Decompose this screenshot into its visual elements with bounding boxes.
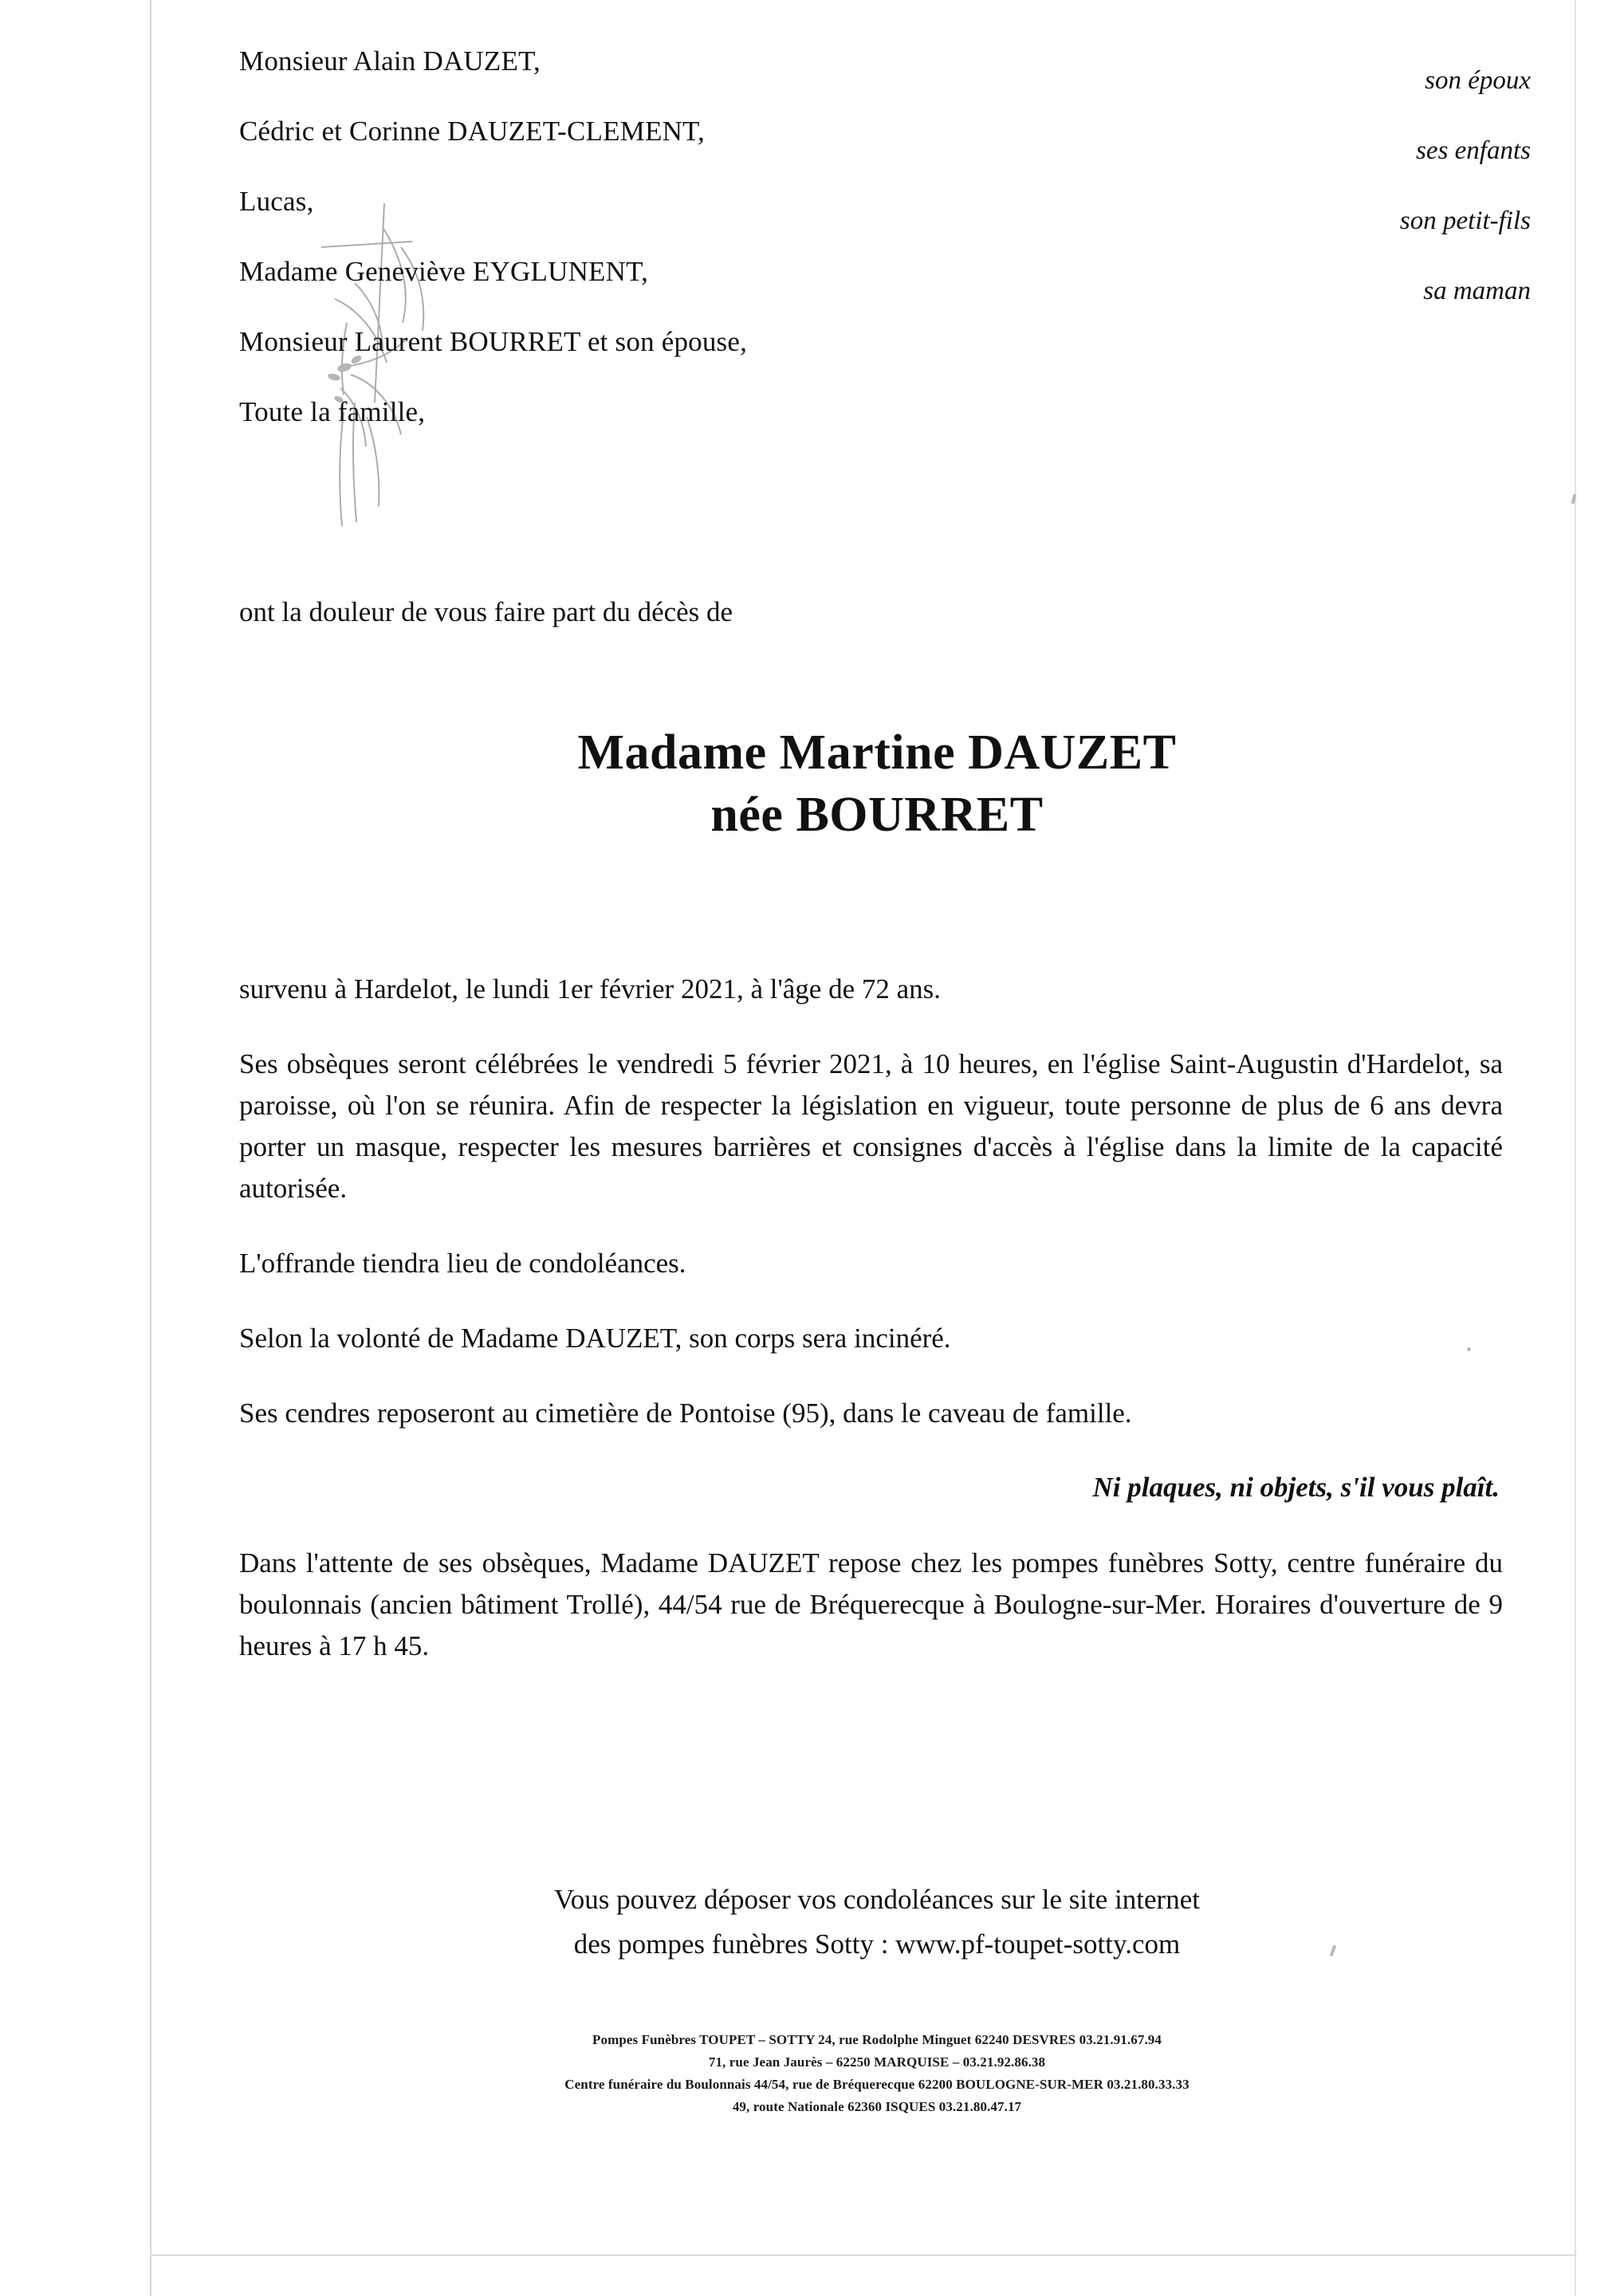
deceased-name bbox=[239, 721, 1515, 846]
announcement-row bbox=[239, 44, 1531, 114]
paragraph-death-details: survenu à Hardelot, le lundi 1er février 2021, à l'âge de 72 ans. bbox=[239, 973, 942, 1005]
family-name: Madame Geneviève EYGLUNENT, bbox=[239, 256, 649, 287]
footer-line: 49, route Nationale 62360 ISQUES 03.21.80.47.17 bbox=[732, 2099, 1022, 2114]
body-text bbox=[239, 969, 1503, 1667]
document-content bbox=[239, 0, 1531, 2296]
family-name: Toute la famille, bbox=[239, 396, 426, 427]
paragraph-ashes: Ses cendres reposeront au cimetière de Pontoise (95), dans le caveau de famille. bbox=[239, 1398, 1132, 1429]
announcement-row bbox=[239, 254, 1531, 324]
emphasis-note: Ni plaques, ni objets, s'il vous plaît. bbox=[1092, 1472, 1500, 1503]
family-name: Cédric et Corinne DAUZET-CLEMENT, bbox=[239, 116, 705, 147]
family-relation: son petit-fils bbox=[1399, 206, 1531, 235]
announcement-row bbox=[239, 114, 1531, 184]
family-relation: son époux bbox=[1425, 66, 1531, 95]
scan-edge-right bbox=[1575, 0, 1576, 2296]
scan-speck bbox=[1467, 1347, 1471, 1351]
family-name: Monsieur Alain DAUZET, bbox=[239, 45, 541, 77]
family-name: Lucas, bbox=[239, 186, 314, 217]
deceased-name-line2: née BOURRET bbox=[710, 788, 1044, 842]
family-announcements bbox=[239, 44, 1531, 465]
announcement-row bbox=[239, 184, 1531, 254]
announcement-row bbox=[239, 395, 1531, 465]
website-notice-line1: Vous pouvez déposer vos condoléances sur le site internet bbox=[554, 1884, 1200, 1915]
website-notice bbox=[239, 1877, 1515, 1967]
paragraph-repose: Dans l'attente de ses obsèques, Madame DAUZET repose chez les pompes funèbres Sotty, centre funéraire du boulonnais (ancien bâtiment Trollé), 44/54 rue de Bréquerecque à Boulogne-sur-Mer. Horaires d'ouverture de 9 heures à 17 h 45. bbox=[239, 1547, 1503, 1661]
family-relation: sa maman bbox=[1423, 277, 1531, 305]
footer-line: Centre funéraire du Boulonnais 44/54, rue de Bréquerecque 62200 BOULOGNE-SUR-MER 03.21.80.33.33 bbox=[564, 2077, 1189, 2092]
family-name: Monsieur Laurent BOURRET et son épouse, bbox=[239, 326, 748, 357]
website-notice-line2: des pompes funèbres Sotty : www.pf-toupet-sotty.com bbox=[573, 1928, 1181, 1960]
footer-line: 71, rue Jean Jaurès – 62250 MARQUISE – 03.21.92.86.38 bbox=[708, 2054, 1046, 2070]
footer-line: Pompes Funèbres TOUPET – SOTTY 24, rue Rodolphe Minguet 62240 DESVRES 03.21.91.67.94 bbox=[592, 2032, 1162, 2047]
paragraph-cremation: Selon la volonté de Madame DAUZET, son corps sera incinéré. bbox=[239, 1323, 951, 1354]
announcement-row bbox=[239, 324, 1531, 395]
deceased-name-line1: Madame Martine DAUZET bbox=[577, 725, 1177, 780]
paragraph-offering: L'offrande tiendra lieu de condoléances. bbox=[239, 1248, 686, 1279]
intro-line: ont la douleur de vous faire part du décès de bbox=[239, 596, 733, 627]
paragraph-funeral-details: Ses obsèques seront célébrées le vendredi 5 février 2021, à 10 heures, en l'église Saint-Augustin d'Hardelot, sa paroisse, où l'on se réunira. Afin de respecter la législation en vigueur, toute personne de plus de 6 ans devra porter un masque, respecter les mesures barrières et consignes d'accès à l'église dans la limite de la capacité autorisée. bbox=[239, 1048, 1503, 1204]
scan-edge-left bbox=[150, 0, 151, 2296]
family-relation: ses enfants bbox=[1416, 136, 1531, 165]
footer-company-info bbox=[239, 2029, 1515, 2118]
